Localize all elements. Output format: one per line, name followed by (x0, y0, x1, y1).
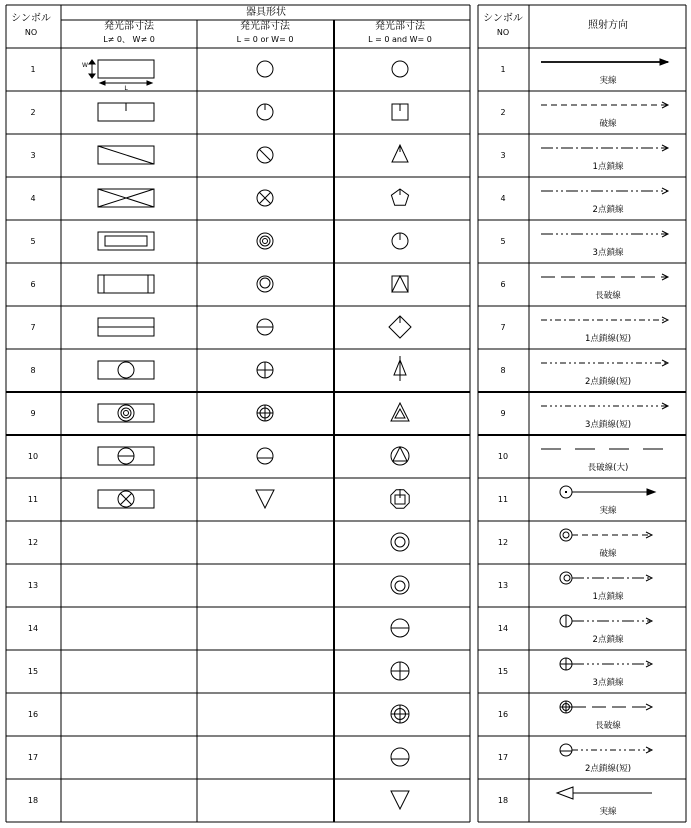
fixture-symbol-col1 (98, 275, 154, 293)
fixture-symbol-col2 (257, 405, 273, 421)
direction-number: 16 (497, 710, 509, 719)
direction-label: 実線 (599, 76, 617, 86)
start-triangle (557, 787, 573, 799)
inner-circle (263, 239, 268, 244)
direction-number: 10 (497, 452, 509, 461)
sub-header-1-cond: L≠ 0、 W≠ 0 (103, 35, 155, 44)
fixture-circle (257, 448, 273, 464)
fixture-symbol-col2 (257, 190, 273, 206)
fixture-symbol-col2 (257, 147, 273, 163)
row-number: 6 (30, 280, 36, 289)
direction-label: 長破線(大) (587, 463, 629, 473)
inner-circle (118, 362, 134, 378)
direction-number: 8 (500, 366, 506, 375)
direction-row (500, 102, 668, 129)
direction-label: 実線 (599, 506, 617, 516)
dir-header: 照射方向 (588, 20, 628, 31)
inner-circle (395, 581, 405, 591)
fixture-symbol-col3 (391, 533, 409, 551)
dim-l-arrow (147, 81, 152, 85)
right-col-no-header-line1: シンボル (483, 13, 523, 24)
fixture-symbol-col3 (391, 705, 409, 723)
inner-circle (124, 411, 129, 416)
fixture-symbol-col3 (392, 145, 408, 162)
fixture-symbol-col1 (98, 447, 154, 465)
row-number: 17 (27, 753, 39, 762)
inner-circle (118, 405, 134, 421)
dim-w-label: W (82, 62, 88, 69)
fixture-circle (391, 748, 409, 766)
fixture-rect (98, 361, 154, 379)
arrowhead (647, 489, 655, 495)
direction-number: 18 (497, 796, 509, 805)
direction-label: 長破線 (595, 721, 621, 731)
fixture-symbol-col3 (391, 662, 409, 680)
fixture-circle (392, 61, 408, 77)
fixture-symbol-col1 (98, 232, 154, 250)
direction-row (500, 188, 668, 215)
fixture-symbol-col1 (98, 404, 154, 422)
row-number: 5 (30, 237, 36, 246)
fixture-symbol-col2 (257, 448, 273, 464)
direction-number: 4 (500, 194, 506, 203)
diagonal (98, 146, 154, 164)
sub-header-3-title: 発光部寸法 (375, 21, 425, 32)
start-inner-circle (563, 532, 569, 538)
fixture-circle (257, 233, 273, 249)
fixture-circle (391, 447, 409, 465)
fixture-symbol-col1 (98, 103, 154, 121)
direction-label: 2点鎖線(短) (584, 764, 632, 774)
irradiation-direction-table (483, 12, 628, 37)
direction-number: 17 (497, 753, 509, 762)
start-inner-circle (564, 575, 570, 581)
direction-label: 2点鎖線 (592, 205, 624, 215)
inner-circle (121, 408, 131, 418)
direction-number: 13 (497, 581, 509, 590)
direction-row (500, 403, 668, 430)
table-rows (28, 59, 668, 817)
fixture-symbol-col3 (392, 276, 408, 292)
fixture-circle (257, 61, 273, 77)
group-header: 器具形状 (246, 7, 286, 18)
inner-triangle (392, 276, 408, 292)
direction-label: 破線 (599, 119, 617, 129)
direction-number: 7 (500, 323, 506, 332)
row-number: 12 (27, 538, 39, 547)
direction-label: 2点鎖線(短) (584, 377, 632, 387)
direction-row (498, 615, 652, 645)
fixture-symbol-col2 (257, 362, 273, 378)
direction-number: 5 (500, 237, 506, 246)
fixture-symbol-col1 (98, 361, 154, 379)
direction-label: 3点鎖線 (592, 248, 624, 258)
inner-circle (395, 537, 405, 547)
row-number: 7 (30, 323, 36, 332)
direction-row (498, 529, 652, 559)
sub-header-1-title: 発光部寸法 (104, 21, 154, 32)
direction-label: 1点鎖線(短) (584, 334, 632, 344)
direction-number: 3 (500, 151, 506, 160)
row-number: 3 (30, 151, 36, 160)
start-symbol (560, 615, 572, 627)
dim-l-arrow (100, 81, 105, 85)
start-dot (565, 491, 567, 493)
sub-header-3-cond: L = 0 and W= 0 (368, 35, 432, 44)
direction-row (498, 572, 652, 602)
fixture-symbol-col2 (257, 61, 273, 77)
row-number: 14 (27, 624, 39, 633)
fixture-symbol-col3 (394, 356, 406, 381)
fixture-symbol-col1 (82, 60, 154, 92)
direction-row (498, 701, 652, 731)
start-symbol (560, 572, 572, 584)
direction-label: 実線 (599, 807, 617, 817)
direction-number: 12 (497, 538, 509, 547)
direction-number: 1 (500, 65, 506, 74)
direction-row (498, 449, 668, 473)
fixture-symbol-col3 (391, 576, 409, 594)
fixture-symbol-col1 (98, 490, 154, 508)
direction-row (498, 486, 655, 516)
direction-row (500, 360, 668, 387)
direction-label: 3点鎖線 (592, 678, 624, 688)
inner-circle (260, 236, 270, 246)
triangle-down (391, 791, 409, 809)
fixture-symbol-col1 (98, 318, 154, 336)
direction-label: 2点鎖線 (592, 635, 624, 645)
row-number: 11 (27, 495, 39, 504)
dim-w-arrow (89, 60, 95, 64)
fixture-symbol-col3 (391, 403, 409, 421)
fixture-shape-table (11, 5, 432, 44)
fixture-square (392, 276, 408, 292)
arrowhead (646, 704, 652, 710)
row-number: 18 (27, 796, 39, 805)
col-no-header-line1: シンボル (11, 13, 51, 24)
fixture-symbol-col2 (257, 319, 273, 335)
triangle-down (256, 490, 274, 508)
fixture-symbol-col3 (391, 791, 409, 809)
direction-row (500, 145, 668, 172)
fixture-symbol-col3 (392, 233, 408, 249)
start-circle (560, 744, 572, 756)
fixture-symbol-col2 (257, 276, 273, 292)
row-number: 9 (30, 409, 36, 418)
fixture-symbol-col2 (257, 233, 273, 249)
direction-row (500, 274, 668, 301)
diagonal (259, 149, 270, 160)
direction-label: 破線 (599, 549, 617, 559)
direction-number: 15 (497, 667, 509, 676)
start-symbol (560, 701, 572, 713)
direction-label: 1点鎖線 (592, 592, 624, 602)
row-number: 10 (27, 452, 39, 461)
fixture-symbol-col2 (257, 104, 273, 120)
direction-row (498, 787, 652, 817)
sub-header-2-title: 発光部寸法 (240, 21, 290, 32)
row-number: 8 (30, 366, 36, 375)
fixture-symbol-col1 (98, 189, 154, 207)
direction-number: 6 (500, 280, 506, 289)
row-number: 1 (30, 65, 36, 74)
direction-label: 1点鎖線 (592, 162, 624, 172)
row-number: 15 (27, 667, 39, 676)
direction-number: 11 (497, 495, 509, 504)
direction-row (500, 231, 668, 258)
right-col-no-header-line2: NO (496, 28, 510, 37)
direction-row (500, 317, 668, 344)
fixture-symbol-col1 (98, 146, 154, 164)
fixture-rect (98, 404, 154, 422)
start-symbol (560, 486, 572, 498)
inner-triangle (393, 447, 407, 461)
fixture-symbol-col3 (391, 489, 409, 508)
inner-rect (105, 236, 147, 246)
fixture-symbol-col3 (392, 61, 408, 77)
row-number: 4 (30, 194, 36, 203)
inner-circle (260, 278, 270, 288)
fixture-symbol-col3 (392, 104, 408, 120)
row-number: 16 (27, 710, 39, 719)
start-circle (560, 529, 572, 541)
start-symbol (560, 529, 572, 541)
direction-number: 2 (500, 108, 506, 117)
fixture-circle (391, 533, 409, 551)
direction-label: 長破線 (595, 291, 621, 301)
fixture-symbol-col3 (391, 447, 409, 465)
fixture-symbol-col3 (391, 748, 409, 766)
start-symbol (560, 744, 572, 756)
direction-row (498, 658, 652, 688)
direction-row (500, 59, 668, 86)
fixture-symbol-col3 (391, 619, 409, 637)
row-number: 13 (27, 581, 39, 590)
fixture-symbol-col3 (389, 316, 411, 338)
table-grid (6, 5, 686, 822)
fixture-symbol-col3 (391, 189, 408, 205)
direction-number: 14 (497, 624, 509, 633)
direction-label: 3点鎖線(短) (584, 420, 632, 430)
sub-header-2-cond: L = 0 or W= 0 (236, 35, 294, 44)
direction-number: 9 (500, 409, 506, 418)
dim-l-label: L (124, 85, 128, 92)
fixture-rect (98, 60, 154, 78)
arrowhead (660, 59, 668, 65)
dim-w-arrow (89, 74, 95, 78)
direction-row (498, 744, 652, 774)
start-symbol (560, 658, 572, 670)
col-no-header-line2: NO (24, 28, 38, 37)
fixture-rect (98, 232, 154, 250)
row-number: 2 (30, 108, 36, 117)
fixture-rect (98, 275, 154, 293)
fixture-symbol-col2 (256, 490, 274, 508)
